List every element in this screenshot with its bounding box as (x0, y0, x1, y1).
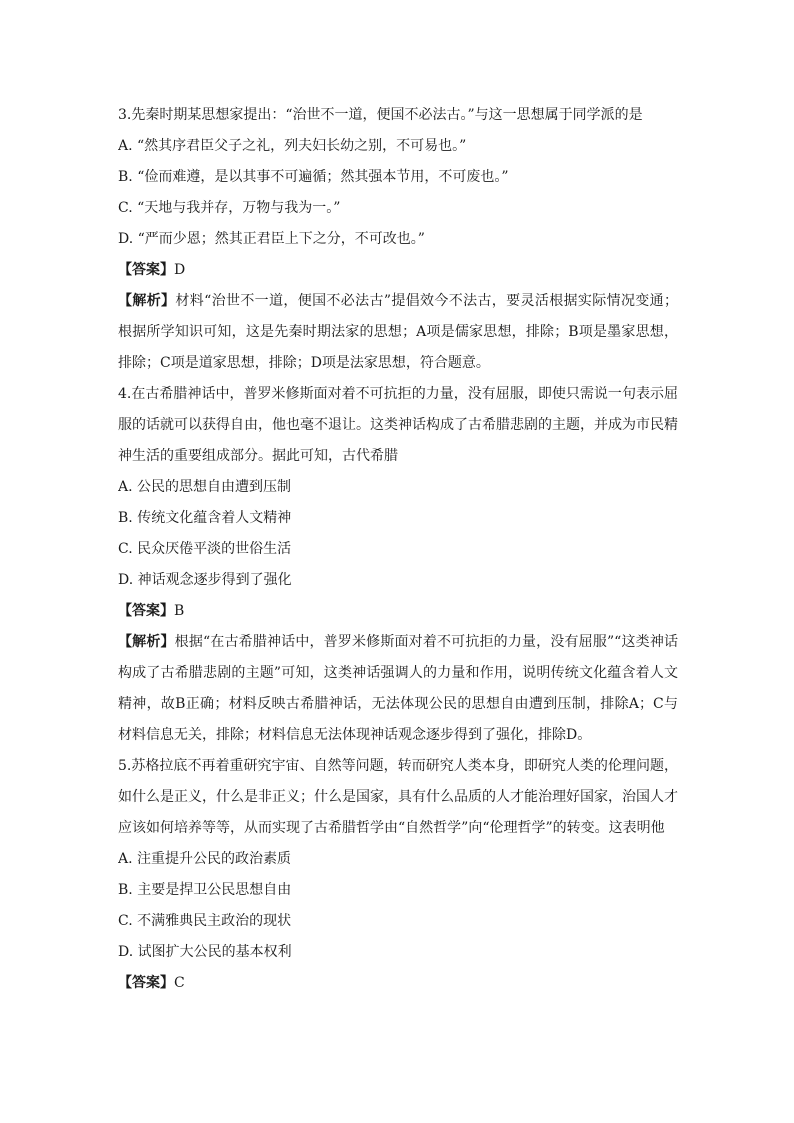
analysis-text: 材料“治世不一道，便国不必法古”提倡效今不法古，要灵活根据实际情况变通；根据所学知识可知，这是先秦时期法家的思想；A项是儒家思想，排除；B项是墨家思想，排除；C项是道家思想，排除；D项是法家思想，符合题意。 (118, 293, 679, 371)
answer-value: D (174, 262, 186, 278)
answer-tag: 【答案】 (118, 975, 174, 991)
question-4-option-b: B. 传统文化蕴含着人文精神 (118, 510, 292, 526)
question-3-option-d: D. “严而少恩；然其正君臣上下之分，不可改也。” (118, 231, 425, 247)
question-4-option-d: D. 神话观念逐步得到了强化 (118, 572, 292, 588)
question-4-analysis (118, 627, 678, 751)
question-3-analysis (118, 286, 678, 379)
question-5-option-c: C. 不满雅典民主政治的现状 (118, 913, 292, 929)
question-5-stem: 5.苏格拉底不再着重研究宇宙、自然等问题，转而研究人类本身，即研究人类的伦理问题，如什么是正义，什么是非正义；什么是国家，具有什么品质的人才能治理好国家，治国人才应该如何培养等等，从而实现了古希腊哲学由“自然哲学”向“伦理哲学”的转变。这表明他 (118, 758, 678, 836)
question-3-option-a: A. “然其序君臣父子之礼，列夫妇长幼之别，不可易也。” (118, 138, 467, 154)
document-page (118, 100, 678, 999)
question-4-stem: 4.在古希腊神话中，普罗米修斯面对着不可抗拒的力量，没有屈服，即使只需说一句表示屈服的话就可以获得自由，他也毫不退让。这类神话构成了古希腊悲剧的主题，并成为市民精神生活的重要组成部分。据此可知，古代希腊 (118, 386, 678, 464)
question-3-stem: 3.先秦时期某思想家提出：“治世不一道，便国不必法古。”与这一思想属于同学派的是 (118, 107, 643, 123)
question-3-option-b: B. “俭而难遵，是以其事不可遍循；然其强本节用，不可废也。” (118, 169, 509, 185)
answer-tag: 【答案】 (118, 603, 174, 619)
analysis-text: 根据“在古希腊神话中，普罗米修斯面对着不可抗拒的力量，没有屈服”“这类神话构成了古希腊悲剧的主题”可知，这类神话强调人的力量和作用，说明传统文化蕴含着人文精神，故B正确；材料反映古希腊神话，无法体现公民的思想自由遭到压制，排除A；C与材料信息无关，排除；材料信息无法体现神话观念逐步得到了强化，排除D。 (118, 634, 678, 743)
question-5-option-d: D. 试图扩大公民的基本权利 (118, 944, 292, 960)
question-4-option-c: C. 民众厌倦平淡的世俗生活 (118, 541, 292, 557)
answer-value: C (174, 975, 185, 991)
question-4-answer (118, 596, 678, 627)
analysis-tag: 【解析】 (118, 293, 176, 309)
question-5-option-a: A. 注重提升公民的政治素质 (118, 851, 292, 867)
analysis-tag: 【解析】 (118, 634, 175, 650)
question-4-option-a: A. 公民的思想自由遭到压制 (118, 479, 292, 495)
answer-value: B (174, 603, 185, 619)
question-3-answer (118, 255, 678, 286)
question-5-answer (118, 968, 678, 999)
answer-tag: 【答案】 (118, 262, 174, 278)
question-3-option-c: C. “天地与我并存，万物与我为一。” (118, 200, 341, 216)
question-5-option-b: B. 主要是捍卫公民思想自由 (118, 882, 292, 898)
